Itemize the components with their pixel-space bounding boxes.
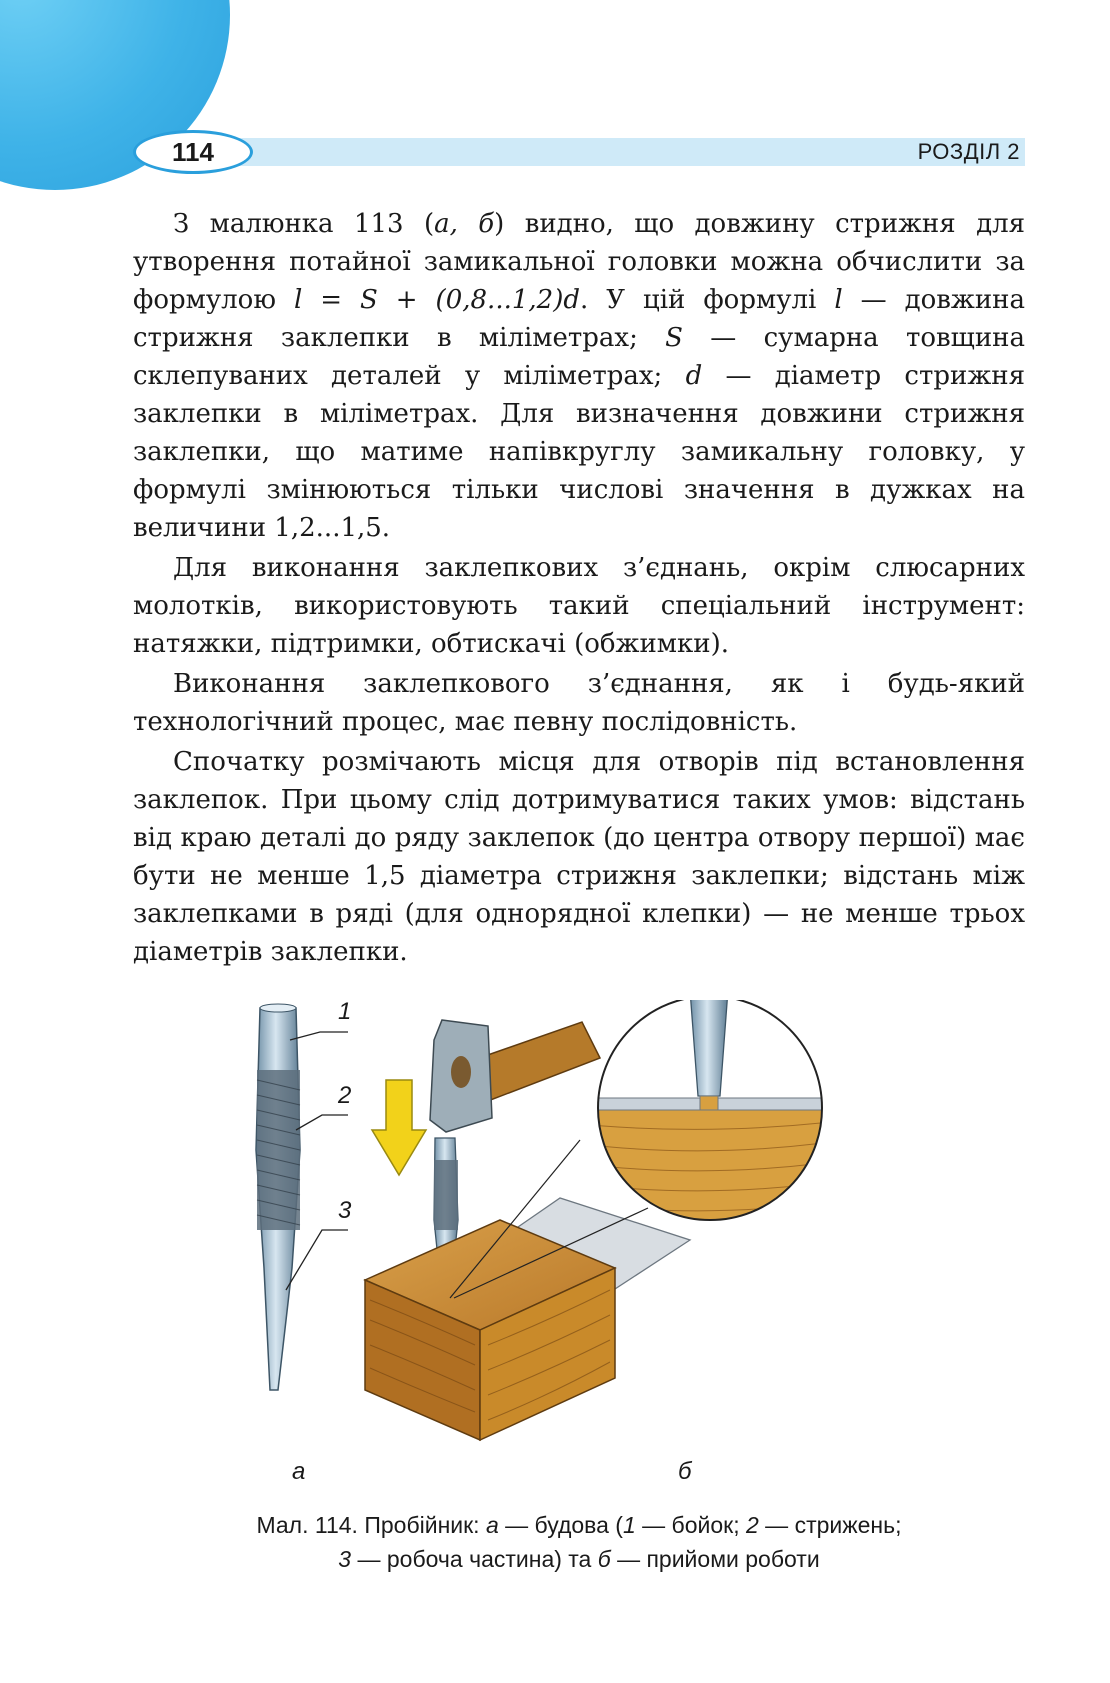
paragraph-4: Спочатку розмічають місця для отворів під встановлення заклепок. При цьому слід дотримуватися таких умов: відстань від краю деталі до ряду заклепок (до центра отвору першої) має бути не менше 1,5 діаметра стрижня заклепки; відстань між заклепками в ряді (для однорядної клепки) — не менше трьох діаметрів заклепки. (133, 747, 1025, 967)
body-text (133, 205, 1025, 973)
formula: l = S + (0,8...1,2)d (293, 285, 580, 315)
wooden-block (365, 1220, 615, 1440)
magnified-detail (590, 1000, 830, 1228)
figure-114 (230, 1000, 1050, 1490)
paragraph-3: Виконання заклепкового з’єднання, як і будь-який технологічний процес, має певну послідовність. (133, 669, 1025, 737)
label-a: а (292, 1458, 306, 1485)
page-number: 114 (133, 130, 253, 174)
caption-line-1: Мал. 114. Пробійник: а — будова (1 — бойок; 2 — стрижень; (256, 1512, 902, 1538)
punch-tool-a (256, 1004, 348, 1390)
hammer-icon (430, 1020, 600, 1132)
label-2: 2 (338, 1082, 352, 1109)
caption-line-2: 3 — робоча частина) та б — прийоми роботи (338, 1546, 820, 1572)
arrow-down-icon (372, 1080, 426, 1175)
figure-caption (133, 1508, 1025, 1576)
paragraph-1: З малюнка 113 (а, б) видно, що довжину стрижня для утворення потайної замикальної головки можна обчислити за формулою l = S + (0,8...1,2)d. У цій формулі l — довжина стрижня заклепки в міліметрах; S — сумарна товщина склепуваних деталей у міліметрах; d — діаметр стрижня заклепки в міліметрах. Для визначення довжини стрижня заклепки, що матиме напівкруглу замикальну головку, у формулі змінюються тільки числові значення в дужках на величини 1,2...1,5. (133, 209, 1026, 543)
label-1: 1 (338, 998, 352, 1025)
label-b: б (678, 1458, 692, 1485)
label-3: 3 (338, 1197, 352, 1224)
paragraph-2: Для виконання заклепкових з’єднань, окрім слюсарних молотків, використовують такий спеціальний інструмент: натяжки, підтримки, обтискачі (обжимки). (133, 553, 1025, 659)
section-label: РОЗДІЛ 2 (917, 139, 1020, 164)
figure-illustration (230, 1000, 1050, 1490)
header-band (180, 138, 1025, 166)
